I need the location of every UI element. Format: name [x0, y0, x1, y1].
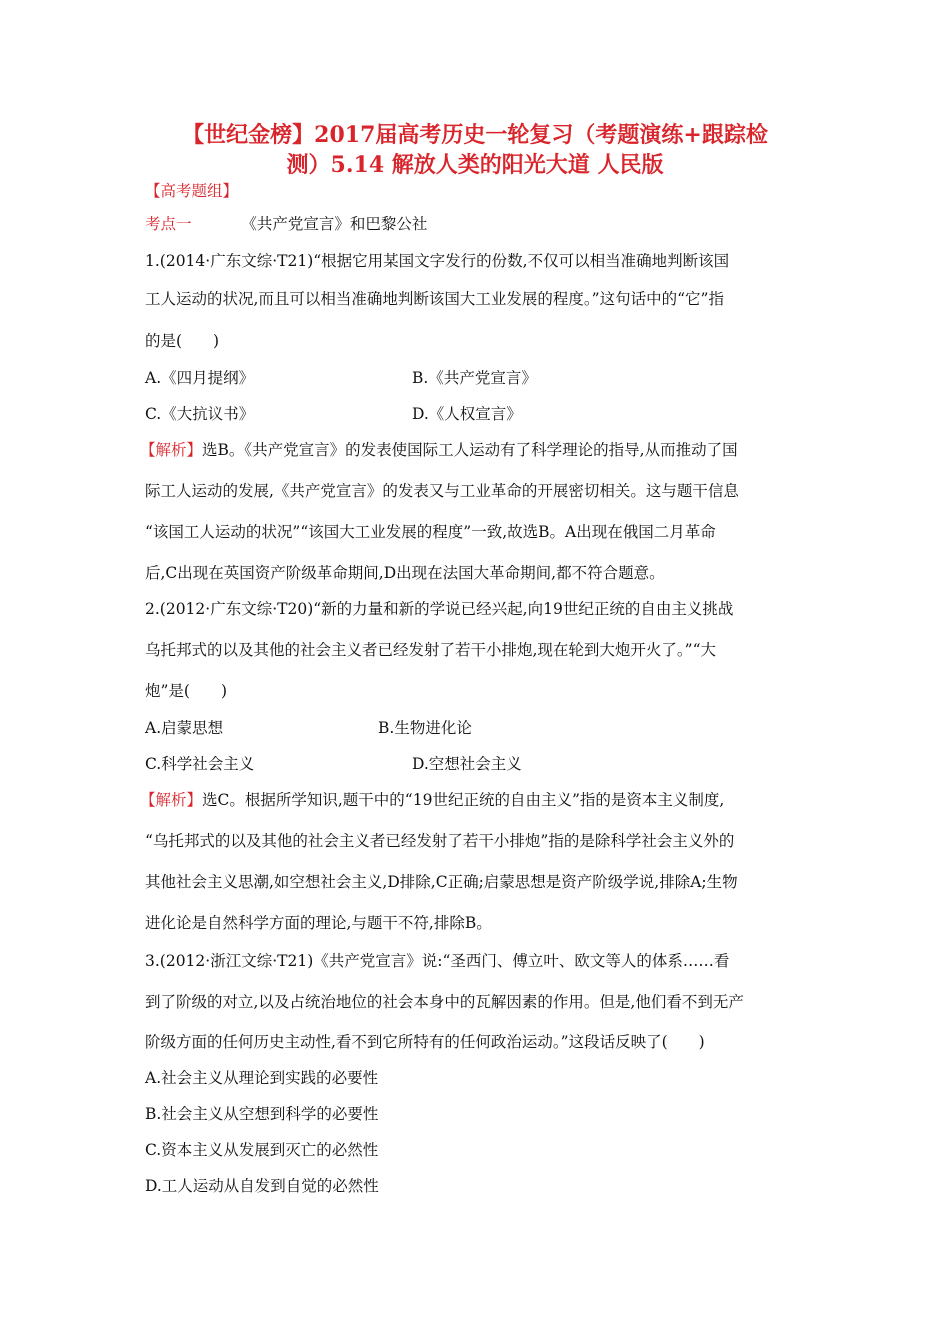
q3-option-c: C.资本主义从发展到灭亡的必然性 [145, 1141, 379, 1159]
q3-stem-line-3: 阶级方面的任何历史主动性,看不到它所特有的任何政治运动。”这段话反映了( ) [145, 1033, 705, 1051]
q1-analysis-line-4: 后,C出现在英国资产阶级革命期间,D出现在法国大革命期间,都不符合题意。 [145, 564, 665, 582]
q1-option-a: A.《四月提纲》 [145, 369, 255, 387]
q1-option-d: D.《人权宣言》 [412, 405, 522, 423]
q2-stem-line-2: 乌托邦式的以及其他的社会主义者已经发射了若干小排炮,现在轮到大炮开火了。”“大 [145, 641, 717, 659]
section-label: 【高考题组】 [145, 182, 239, 200]
q1-stem-line-2: 工人运动的状况,而且可以相当准确地判断该国大工业发展的程度。”这句话中的“它”指 [145, 290, 724, 308]
q2-stem-line-1: 2.(2012·广东文综·T20)“新的力量和新的学说已经兴起,向19世纪正统的自由主义挑战 [145, 600, 734, 618]
q1-option-c: C.《大抗议书》 [145, 405, 255, 423]
document-title-line-2: 测）5.14 解放人类的阳光大道 人民版 [286, 152, 664, 178]
q1-stem-line-3: 的是( ) [145, 332, 220, 350]
q2-analysis-text-1: 选C。根据所学知识,题干中的“19世纪正统的自由主义”指的是资本主义制度, [202, 791, 725, 809]
exam-point-text: 《共产党宣言》和巴黎公社 [241, 215, 428, 233]
q1-option-b: B.《共产党宣言》 [412, 369, 537, 387]
q1-analysis-text-1: 选B。《共产党宣言》的发表使国际工人运动有了科学理论的指导,从而推动了国 [202, 441, 738, 459]
q1-analysis-line-1 [140, 440, 738, 460]
q1-analysis-line-3: “该国工人运动的状况”“该国大工业发展的程度”一致,故选B。A出现在俄国二月革命 [145, 523, 716, 541]
exam-point-label: 考点一 [145, 215, 192, 233]
q3-option-d: D.工人运动从自发到自觉的必然性 [145, 1177, 379, 1195]
q3-option-a: A.社会主义从理论到实践的必要性 [145, 1069, 379, 1087]
q2-analysis-line-3: 其他社会主义思潮,如空想社会主义,D排除,C正确;启蒙思想是资产阶级学说,排除A;生物 [145, 873, 738, 891]
q2-stem-line-3: 炮”是( ) [145, 682, 228, 700]
q3-stem-line-2: 到了阶级的对立,以及占统治地位的社会本身中的瓦解因素的作用。但是,他们看不到无产 [145, 993, 744, 1011]
q3-stem-line-1: 3.(2012·浙江文综·T21)《共产党宣言》说:“圣西门、傅立叶、欧文等人的体系……看 [145, 952, 730, 970]
q3-option-b: B.社会主义从空想到科学的必要性 [145, 1105, 379, 1123]
q2-option-b: B.生物进化论 [378, 719, 472, 737]
q1-stem-line-1: 1.(2014·广东文综·T21)“根据它用某国文字发行的份数,不仅可以相当准确地判断该国 [145, 252, 730, 270]
q2-option-a: A.启蒙思想 [145, 719, 224, 737]
q1-analysis-label: 【解析】 [140, 441, 203, 459]
exam-point-heading [145, 214, 427, 234]
q2-analysis-label: 【解析】 [140, 791, 203, 809]
q2-analysis-line-2: “乌托邦式的以及其他的社会主义者已经发射了若干小排炮”指的是除科学社会主义外的 [145, 832, 735, 850]
q2-option-c: C.科学社会主义 [145, 755, 255, 773]
q2-analysis-line-1 [140, 790, 724, 810]
q2-analysis-line-4: 进化论是自然科学方面的理论,与题干不符,排除B。 [145, 914, 492, 932]
q2-option-d: D.空想社会主义 [412, 755, 522, 773]
q1-analysis-line-2: 际工人运动的发展,《共产党宣言》的发表又与工业革命的开展密切相关。这与题干信息 [145, 482, 739, 500]
document-title-line-1: 【世纪金榜】2017届高考历史一轮复习（考题演练+跟踪检 [182, 122, 768, 148]
